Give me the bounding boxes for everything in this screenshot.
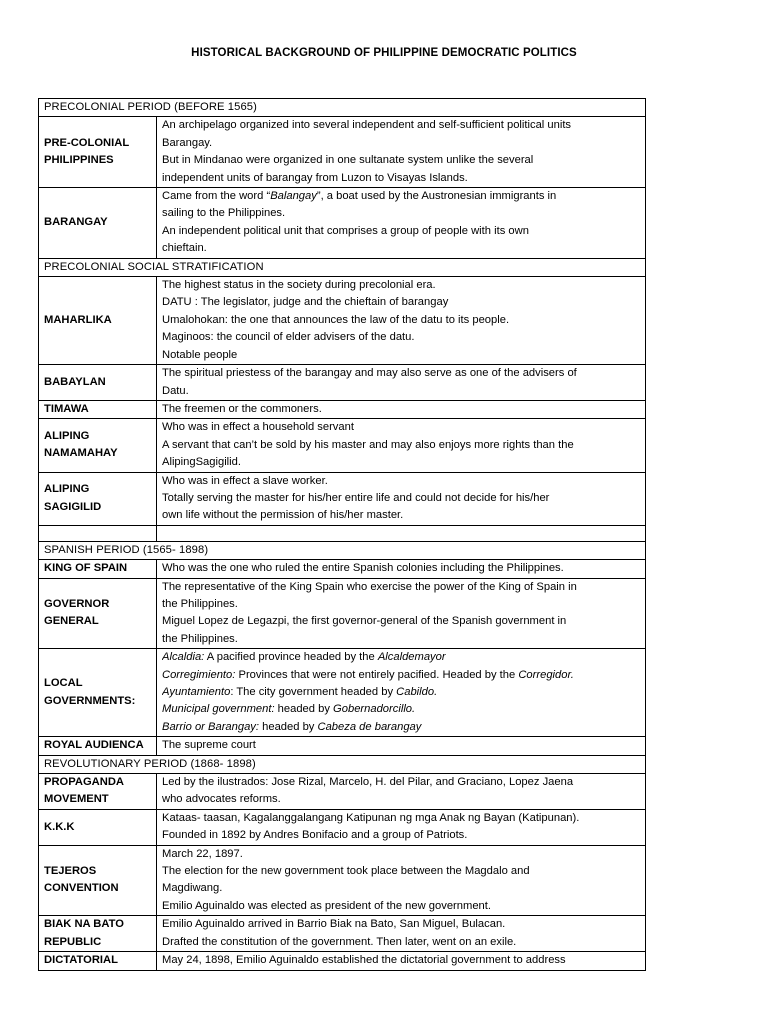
italic-term: Barrio or Barangay: — [162, 720, 260, 733]
description-line — [162, 719, 640, 736]
empty-cell — [157, 525, 646, 541]
description-line: Notable people — [162, 348, 238, 361]
description-line: The representative of the King Spain who exercise the power of the King of Spain in — [162, 580, 577, 593]
description-cell — [157, 277, 646, 365]
term-cell — [39, 578, 157, 649]
term-text: NAMAMAHAY — [44, 447, 118, 460]
description-line: Who was in effect a household servant — [162, 421, 354, 434]
term-text: PHILIPPINES — [44, 154, 114, 167]
description-line: DATU : The legislator, judge and the chieftain of barangay — [162, 296, 449, 309]
description-line: An archipelago organized into several independent and self-sufficient political units — [162, 119, 572, 132]
table-row — [39, 916, 646, 952]
term-text: BARANGAY — [44, 216, 108, 229]
table-row — [39, 952, 646, 970]
description-line: But in Mindanao were organized in one sultanate system unlike the several — [162, 154, 534, 167]
term-text: CONVENTION — [44, 882, 119, 895]
term-cell — [39, 188, 157, 259]
description-line: An independent political unit that comprises a group of people with its own — [162, 224, 529, 237]
italic-term: Ayuntamiento — [162, 686, 231, 698]
description-line: AlipingSagigilid. — [162, 456, 241, 469]
text-run: A pacified province headed by the — [204, 651, 378, 664]
description-line: The spiritual priestess of the barangay and may also serve as one of the advisers of — [162, 367, 577, 380]
description-line: The election for the new government took place between the Magdalo and — [162, 865, 530, 878]
description-line: Emilio Aguinaldo arrived in Barrio Biak na Bato, San Miguel, Bulacan. — [162, 918, 506, 931]
table-row — [39, 277, 646, 365]
table-row — [39, 809, 646, 845]
description-line — [162, 649, 640, 666]
description-line: chieftain. — [162, 242, 207, 255]
description-line: who advocates reforms. — [162, 793, 281, 806]
description-cell — [157, 419, 646, 472]
description-line: sailing to the Philippines. — [162, 207, 286, 220]
term-cell — [39, 365, 157, 401]
italic-term: Alcaldemayor — [377, 651, 446, 664]
term-text: ROYAL AUDIENCA — [44, 739, 144, 752]
table-row — [39, 578, 646, 649]
text-run: ”, a boat used by the Austronesian immigrants in — [316, 190, 557, 203]
description-cell — [157, 117, 646, 188]
description-line — [162, 188, 640, 205]
description-cell — [157, 560, 646, 578]
term-cell — [39, 916, 157, 952]
description-line: The supreme court — [162, 739, 256, 752]
term-text: PRE-COLONIAL — [44, 136, 130, 149]
description-line: The freemen or the commoners. — [162, 402, 322, 415]
table-row — [39, 774, 646, 810]
term-cell — [39, 737, 157, 755]
description-line: Maginoos: the council of elder advisers of the datu. — [162, 331, 415, 344]
description-cell — [157, 845, 646, 916]
description-cell — [157, 188, 646, 259]
description-cell — [157, 737, 646, 755]
table-row — [39, 419, 646, 472]
description-line: the Philippines. — [162, 597, 238, 610]
description-line: Umalohokan: the one that announces the law of the datu to its people. — [162, 313, 510, 326]
term-text: BABAYLAN — [44, 375, 106, 388]
description-line — [162, 701, 640, 718]
description-line: independent units of barangay from Luzon to Visayas Islands. — [162, 171, 468, 184]
description-line — [162, 667, 640, 684]
italic-term: Gobernadorcillo. — [333, 703, 416, 716]
empty-cell — [39, 525, 157, 541]
italic-term: Cabeza de barangay — [317, 720, 422, 733]
table-row — [39, 117, 646, 188]
description-cell — [157, 952, 646, 970]
term-text: ALIPING — [44, 483, 90, 496]
description-line: Who was in effect a slave worker. — [162, 474, 328, 487]
section-revolutionary: REVOLUTIONARY PERIOD (1868- 1898) — [39, 755, 646, 773]
document-title: HISTORICAL BACKGROUND OF PHILIPPINE DEMOCRATIC POLITICS — [191, 47, 577, 59]
term-text: MAHARLIKA — [44, 313, 112, 326]
section-stratification: PRECOLONIAL SOCIAL STRATIFICATION — [39, 258, 646, 276]
term-text: GENERAL — [44, 615, 99, 628]
blank-row — [39, 525, 646, 541]
term-text: GOVERNOR — [44, 597, 110, 610]
term-cell — [39, 845, 157, 916]
term-cell — [39, 472, 157, 525]
description-line: Kataas- taasan, Kagalanggalangang Katipunan ng mga Anak ng Bayan (Katipunan). — [162, 811, 580, 824]
term-text: DICTATORIAL — [44, 954, 118, 967]
term-text: TIMAWA — [44, 402, 89, 415]
text-run: headed by — [274, 703, 334, 716]
description-line — [162, 684, 640, 701]
section-row — [39, 258, 646, 276]
term-cell — [39, 419, 157, 472]
description-line: Magdiwang. — [162, 882, 223, 895]
text-run: Provinces that were not entirely pacified. Headed by the — [235, 668, 519, 681]
description-line: A servant that can’t be sold by his master and may also enjoys more rights than the — [162, 438, 574, 451]
italic-term: Corregimiento: — [162, 668, 236, 681]
section-row — [39, 99, 646, 117]
description-cell — [157, 365, 646, 401]
history-table — [38, 98, 646, 971]
section-row — [39, 755, 646, 773]
term-cell — [39, 952, 157, 970]
term-text: K.K.K — [44, 820, 75, 833]
description-line: Datu. — [162, 384, 189, 397]
term-text: MOVEMENT — [44, 793, 109, 806]
term-cell — [39, 560, 157, 578]
description-line: May 24, 1898, Emilio Aguinaldo established the dictatorial government to address — [162, 954, 566, 967]
term-text: PROPAGANDA — [44, 776, 124, 789]
description-cell — [157, 916, 646, 952]
table-row — [39, 737, 646, 755]
term-text: GOVERNMENTS: — [44, 694, 136, 707]
description-line: Totally serving the master for his/her entire life and could not decide for his/her — [162, 491, 550, 504]
description-line: Miguel Lopez de Legazpi, the first governor-general of the Spanish government in — [162, 615, 567, 628]
italic-term: Municipal government: — [162, 703, 275, 716]
description-cell — [157, 649, 646, 737]
description-cell — [157, 472, 646, 525]
term-text: SAGIGILID — [44, 500, 102, 513]
text-run: Came from the word “ — [162, 190, 271, 203]
section-row — [39, 541, 646, 559]
table-row — [39, 365, 646, 401]
term-text: BIAK NA BATO — [44, 918, 124, 931]
table-row — [39, 472, 646, 525]
term-cell — [39, 400, 157, 418]
term-cell — [39, 117, 157, 188]
description-line: Founded in 1892 by Andres Bonifacio and a group of Patriots. — [162, 829, 468, 842]
section-precolonial: PRECOLONIAL PERIOD (BEFORE 1565) — [39, 99, 646, 117]
term-text: KING OF SPAIN — [44, 562, 128, 575]
table-row — [39, 400, 646, 418]
description-line: own life without the permission of his/her master. — [162, 509, 404, 522]
section-spanish: SPANISH PERIOD (1565- 1898) — [39, 541, 646, 559]
description-line: The highest status in the society during precolonial era. — [162, 279, 436, 292]
table-row — [39, 560, 646, 578]
description-line: Barangay. — [162, 136, 213, 149]
description-cell — [157, 809, 646, 845]
description-cell — [157, 578, 646, 649]
italic-term: Balangay — [270, 190, 317, 203]
description-line: Who was the one who ruled the entire Spanish colonies including the Philippines. — [162, 562, 564, 575]
italic-term: Cabildo. — [396, 686, 438, 698]
description-line: Led by the ilustrados: Jose Rizal, Marcelo, H. del Pilar, and Graciano, Lopez Jaena — [162, 776, 574, 789]
description-cell — [157, 774, 646, 810]
text-run: headed by — [259, 720, 318, 733]
description-line: Drafted the constitution of the government. Then later, went on an exile. — [162, 935, 517, 948]
italic-term: Corregidor. — [518, 668, 574, 681]
description-line: Emilio Aguinaldo was elected as president of the new government. — [162, 899, 491, 912]
term-cell — [39, 277, 157, 365]
description-line: March 22, 1897. — [162, 847, 243, 860]
italic-term: Alcaldia: — [162, 651, 205, 664]
table-row — [39, 649, 646, 737]
term-text: ALIPING — [44, 430, 90, 443]
term-cell — [39, 809, 157, 845]
table-row — [39, 188, 646, 259]
text-run: : The city government headed by — [230, 686, 397, 698]
term-cell — [39, 774, 157, 810]
term-text: TEJEROS — [44, 865, 97, 878]
term-cell — [39, 649, 157, 737]
table-row — [39, 845, 646, 916]
description-cell — [157, 400, 646, 418]
description-line: the Philippines. — [162, 632, 238, 645]
term-text: LOCAL — [44, 677, 83, 690]
term-text: REPUBLIC — [44, 935, 102, 948]
